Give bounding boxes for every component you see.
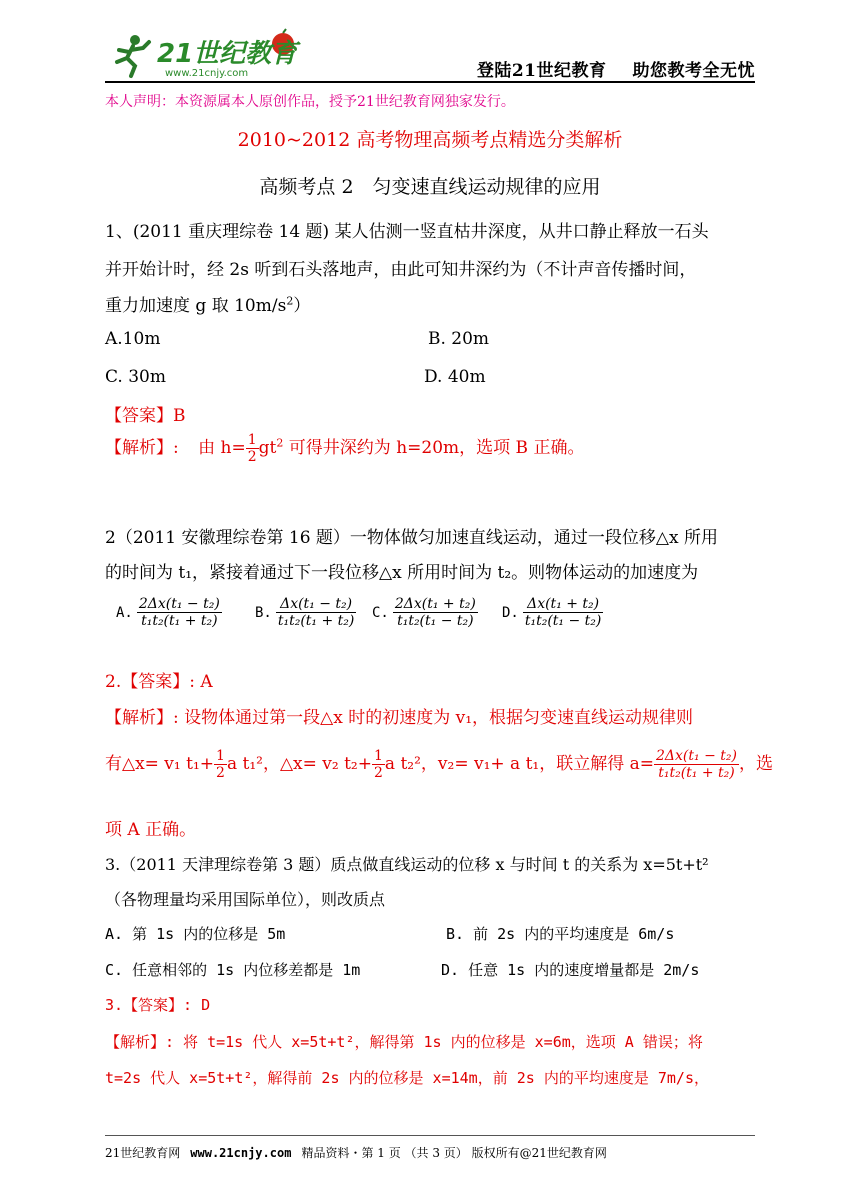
- q2-analysis-seg-d: ，选: [738, 754, 773, 775]
- page-subtitle: 高频考点 2 匀变速直线运动规律的应用: [259, 176, 601, 198]
- q1-frac-num: 1: [247, 432, 257, 448]
- q2-analysis-seg-c: a t₂²，v₂= v₁+ a t₁，联立解得 a=: [384, 754, 655, 775]
- q1-analysis-gt: gt: [258, 438, 277, 459]
- q2-analysis-line-3: 项 A 正确。: [105, 820, 197, 840]
- logo-text: 21世纪教育: [157, 39, 298, 69]
- q2-answer: 2.【答案】: A: [105, 672, 213, 692]
- q1-analysis: [105, 432, 584, 465]
- q2-option-a-den: t₁t₂(t₁ + t₂): [141, 613, 218, 630]
- logo-graphic: [105, 28, 305, 80]
- q3-option-d: D. 任意 1s 内的速度增量都是 2m/s: [441, 961, 700, 979]
- q2-analysis-line-2: [105, 748, 773, 781]
- q1-line-2: 并开始计时，经 2s 听到石头落地声，由此可知井深约为（不计声音传播时间，: [105, 260, 697, 280]
- q2-analysis-line-1: 【解析】: 设物体通过第一段△x 时的初速度为 v₁，根据匀变速直线运动规律则: [105, 708, 694, 728]
- q1-line-3-sup: 2: [286, 294, 294, 308]
- q2-line-1: 2（2011 安徽理综卷第 16 题）一物体做匀加速直线运动，通过一段位移△x 所用: [105, 528, 718, 548]
- logo: [105, 28, 305, 80]
- q1-option-a: A.10m: [105, 329, 161, 349]
- q2-result-num: 2Δx(t₁ − t₂): [656, 748, 737, 764]
- copyright-notice: 本人声明：本资源属本人原创作品，授予21世纪教育网独家发行。: [105, 94, 515, 110]
- q2-half-den-2: 2: [373, 765, 383, 782]
- q3-analysis-line-1: 【解析】: 将 t=1s 代人 x=5t+t²，解得第 1s 内的位移是 x=6m，选项 A 错误；将: [105, 1033, 703, 1051]
- q2-option-b-den: t₁t₂(t₁ + t₂): [277, 613, 355, 630]
- q3-line-1: 3.（2011 天津理综卷第 3 题）质点做直线运动的位移 x 与时间 t 的关系为 x=5t+t²: [105, 855, 709, 874]
- q3-analysis-line-2: t=2s 代人 x=5t+t²，解得前 2s 内的位移是 x=14m，前 2s 内的平均速度是 7m/s，: [105, 1069, 709, 1087]
- q3-answer: 3.【答案】: D: [105, 996, 211, 1014]
- q2-option-a-num: 2Δx(t₁ − t₂): [138, 596, 220, 612]
- q1-option-d: D. 40m: [424, 367, 486, 387]
- q2-option-b: [255, 596, 356, 629]
- q2-option-d-den: t₁t₂(t₁ − t₂): [524, 613, 602, 630]
- q1-line-1: 1、(2011 重庆理综卷 14 题) 某人估测一竖直枯井深度，从井口静止释放一石头: [105, 222, 709, 242]
- q2-option-c-label: C.: [372, 604, 389, 621]
- q1-analysis-post: 可得井深约为 h=20m，选项 B 正确。: [283, 438, 585, 459]
- page-footer: [105, 1135, 755, 1175]
- q3-line-2: （各物理量均采用国际单位），则改质点: [105, 890, 386, 909]
- q1-line-3-text: 重力加速度 g 取 10m/s: [105, 296, 287, 316]
- header-divider: [105, 81, 755, 83]
- q1-analysis-pre: 由 h=: [198, 438, 246, 459]
- q2-option-d: [502, 596, 603, 629]
- footer-text: [105, 1144, 607, 1161]
- q2-half-fraction-2: [372, 748, 385, 781]
- q1-line-3: [105, 291, 310, 316]
- footer-site: 21世纪教育网: [105, 1146, 181, 1160]
- q2-option-c-den: t₁t₂(t₁ − t₂): [397, 613, 474, 630]
- q2-option-b-label: B.: [255, 604, 272, 621]
- header-slogan: [451, 56, 755, 81]
- q1-analysis-label: 【解析】:: [105, 438, 179, 459]
- q2-result-den: t₁t₂(t₁ + t₂): [658, 765, 735, 782]
- slogan-right: 助您教考全无忧: [632, 61, 755, 81]
- q2-option-d-num: Δx(t₁ + t₂): [523, 596, 604, 613]
- q2-half-den-1: 2: [216, 765, 225, 782]
- q2-result-fraction: [654, 748, 739, 781]
- page-header: [105, 28, 755, 84]
- q2-option-c-num: 2Δx(t₁ + t₂): [394, 596, 476, 612]
- q3-option-b: B. 前 2s 内的平均速度是 6m/s: [446, 925, 675, 943]
- footer-info: 精品资料・第 1 页 （共 3 页） 版权所有@21世纪教育网: [301, 1146, 607, 1160]
- q2-option-a: [116, 596, 222, 629]
- q2-line-2: 的时间为 t₁，紧接着通过下一段位移△x 所用时间为 t₂。则物体运动的加速度为: [105, 563, 699, 583]
- q2-option-c: [372, 596, 478, 629]
- q3-option-a: A. 第 1s 内的位移是 5m: [105, 925, 286, 943]
- page-title: 2010~2012 高考物理高频考点精选分类解析: [237, 129, 623, 151]
- q2-analysis-seg-a: 有△x= v₁ t₁+: [105, 754, 215, 775]
- q1-frac-den: 2: [247, 449, 257, 466]
- footer-url[interactable]: www.21cnjy.com: [190, 1146, 292, 1160]
- q1-option-b: B. 20m: [428, 329, 490, 349]
- q1-answer: 【答案】B: [105, 406, 186, 426]
- q2-half-num-1: 1: [216, 748, 225, 764]
- q2-option-d-fraction: [523, 596, 604, 629]
- q2-option-a-label: A.: [116, 604, 133, 621]
- q3-option-c: C. 任意相邻的 1s 内位移差都是 1m: [105, 961, 361, 979]
- slogan-left: 登陆21世纪教育: [476, 61, 607, 81]
- q2-option-a-fraction: [137, 596, 222, 629]
- q2-half-fraction-1: [214, 748, 227, 781]
- q2-option-c-fraction: [393, 596, 478, 629]
- q1-line-3-end: ）: [293, 296, 311, 316]
- q1-analysis-fraction: [246, 432, 259, 465]
- q2-analysis-seg-b: a t₁²，△x= v₂ t₂+: [226, 754, 372, 775]
- q1-option-c: C. 30m: [105, 367, 166, 387]
- q2-option-b-fraction: [276, 596, 357, 629]
- q2-option-b-num: Δx(t₁ − t₂): [276, 596, 357, 613]
- q1-analysis-sup: 2: [276, 436, 284, 450]
- q2-half-num-2: 1: [373, 748, 383, 764]
- q2-option-d-label: D.: [502, 604, 519, 621]
- logo-url: www.21cnjy.com: [165, 68, 249, 79]
